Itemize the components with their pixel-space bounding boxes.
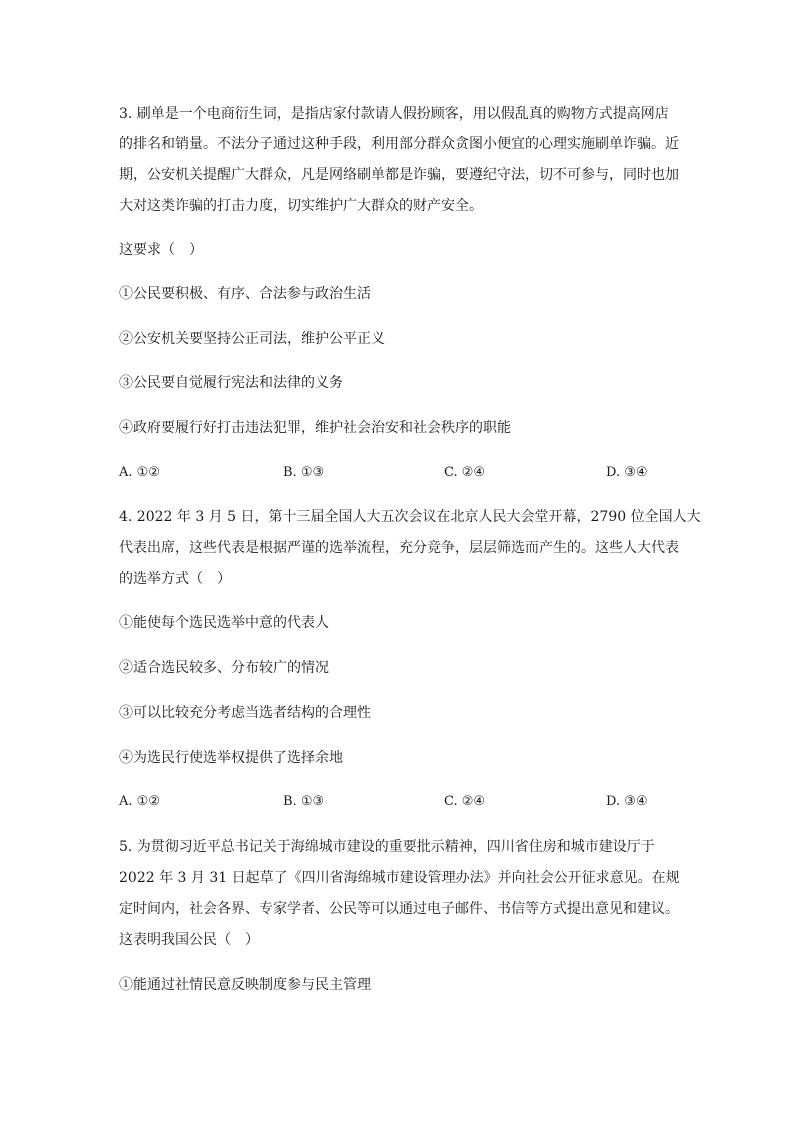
q3-stem-line-4: 大对这类诈骗的打击力度，切实维护广大群众的财产安全。 xyxy=(119,198,483,214)
q5-stem-line-1: 5. 为贯彻习近平总书记关于海绵城市建设的重要批示精神，四川省住房和城市建设厅于 xyxy=(119,839,655,855)
q4-option-c: C. ②④ xyxy=(444,794,486,809)
q3-item-3: ③公民要自觉履行宪法和法律的义务 xyxy=(119,375,343,391)
q3-option-b: B. ①③ xyxy=(283,465,325,480)
q5-item-1: ①能通过社情民意反映制度参与民主管理 xyxy=(119,977,371,993)
q4-item-3: ③可以比较充分考虑当选者结构的合理性 xyxy=(119,705,371,721)
q4-stem-line-1: 4. 2022 年 3 月 5 日，第十三届全国人大五次会议在北京人民大会堂开幕，2790 位全国人大 xyxy=(119,509,701,525)
q3-stem-line-3: 期，公安机关提醒广大群众，凡是网络刷单都是诈骗，要遵纪守法，切不可参与，同时也加 xyxy=(119,167,679,183)
q5-stem-line-3: 定时间内，社会各界、专家学者、公民等可以通过电子邮件、书信等方式提出意见和建议。 xyxy=(119,901,679,917)
q3-options xyxy=(119,463,679,483)
q3-item-1: ①公民要积极、有序、合法参与政治生活 xyxy=(119,286,371,302)
q4-stem-line-3: 的选举方式（ ） xyxy=(119,571,231,587)
q3-option-d: D. ③④ xyxy=(606,465,648,480)
q3-prompt: 这要求（ ） xyxy=(119,242,203,258)
q3-item-2: ②公安机关要坚持公正司法，维护公平正义 xyxy=(119,331,385,347)
q3-stem-line-2: 的排名和销量。不法分子通过这种手段，利用部分群众贪图小便宜的心理实施刷单诈骗。近 xyxy=(119,136,679,152)
q4-item-1: ①能使每个选民选举中意的代表人 xyxy=(119,615,329,631)
q4-option-d: D. ③④ xyxy=(606,794,648,809)
q4-option-a: A. ①② xyxy=(119,794,160,809)
q4-item-2: ②适合选民较多、分布较广的情况 xyxy=(119,660,329,676)
q4-options xyxy=(119,792,679,812)
q3-option-a: A. ①② xyxy=(119,465,160,480)
q4-item-4: ④为选民行使选举权提供了选择余地 xyxy=(119,750,343,766)
q5-stem-line-4: 这表明我国公民（ ） xyxy=(119,932,259,948)
q3-item-4: ④政府要履行好打击违法犯罪，维护社会治安和社会秩序的职能 xyxy=(119,420,511,436)
q3-stem-line-1: 3. 刷单是一个电商衍生词，是指店家付款请人假扮顾客，用以假乱真的购物方式提高网店 xyxy=(119,106,669,122)
q5-stem-line-2: 2022 年 3 月 31 日起草了《四川省海绵城市建设管理办法》并向社会公开征求意见。在规 xyxy=(119,870,680,886)
q3-option-c: C. ②④ xyxy=(444,465,486,480)
q4-option-b: B. ①③ xyxy=(283,794,325,809)
q4-stem-line-2: 代表出席，这些代表是根据严谨的选举流程，充分竞争，层层筛选而产生的。这些人大代表 xyxy=(119,540,679,556)
